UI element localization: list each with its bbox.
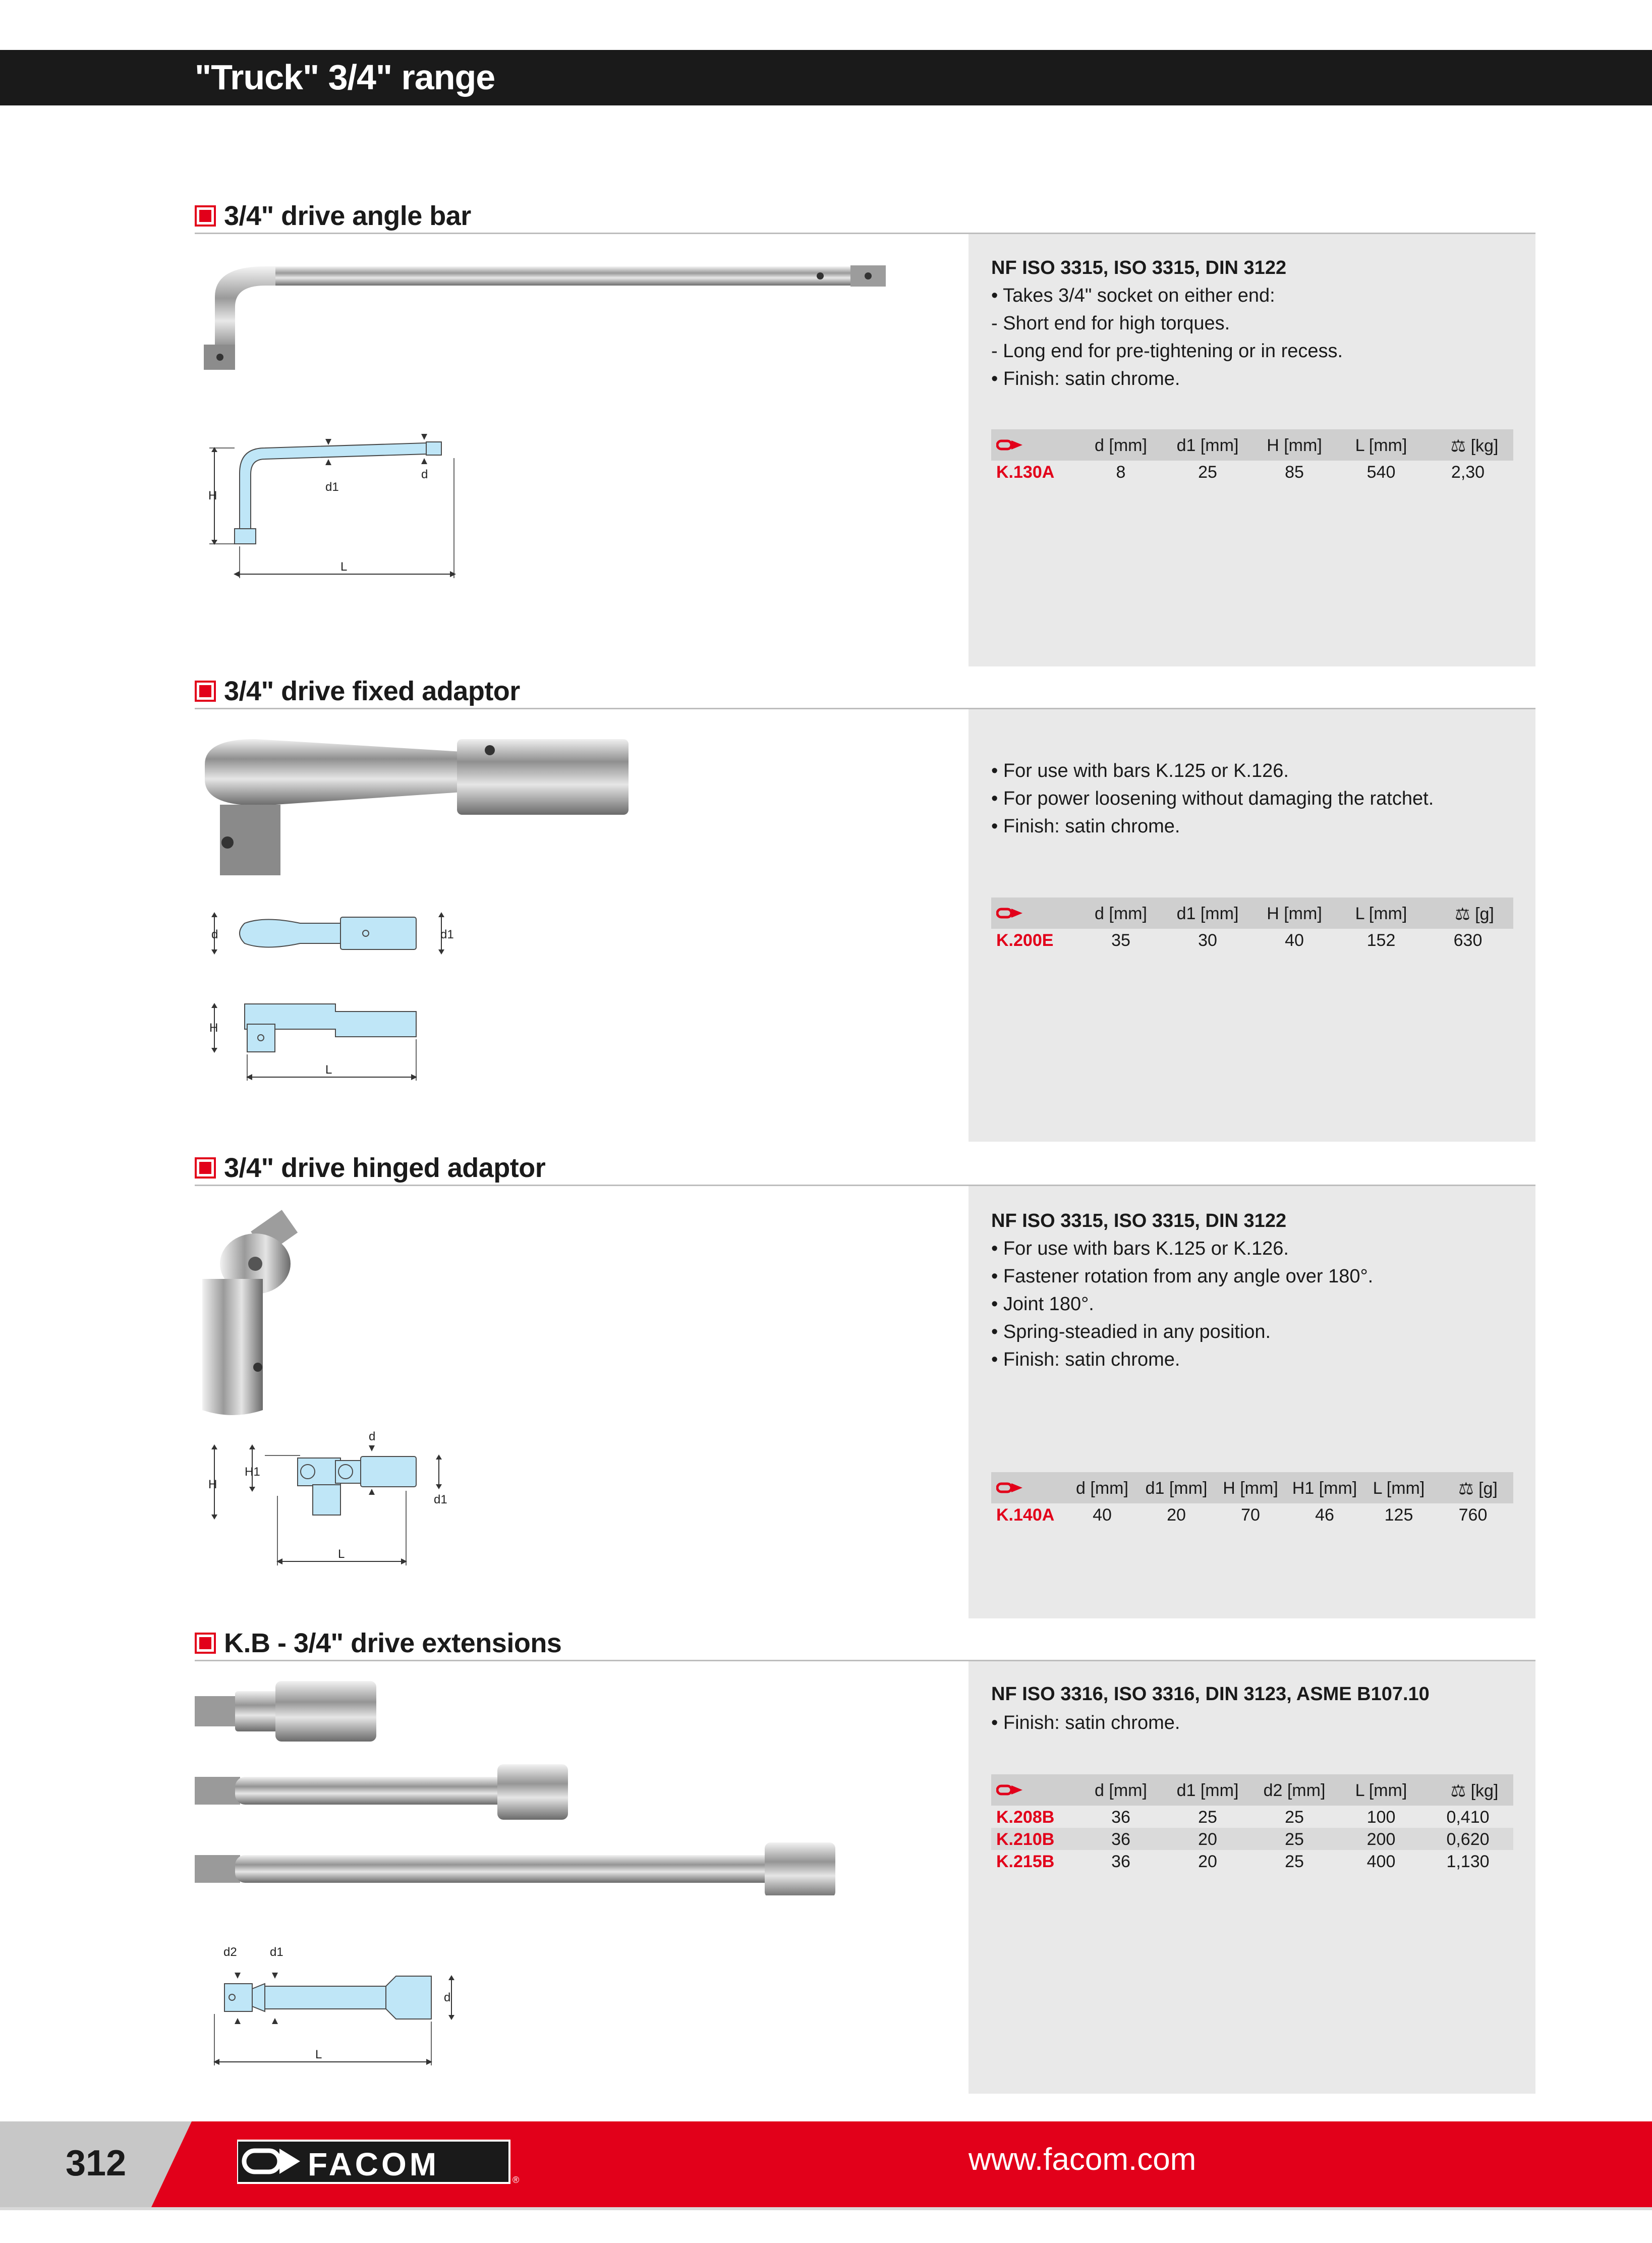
- table-cell: 36: [1111, 1830, 1130, 1849]
- weight-col-header: ⚖ [kg]: [1450, 1781, 1499, 1801]
- section-extensions: [0, 1625, 1652, 2095]
- red-square-icon: [195, 1157, 216, 1179]
- weight-icon: ⚖: [1455, 905, 1475, 924]
- brand-name: FACOM: [308, 2146, 440, 2182]
- table-cell: 20: [1167, 1505, 1186, 1525]
- table-row: [991, 461, 1513, 483]
- section-title: 3/4" drive angle bar: [224, 201, 471, 231]
- dim-label-d1: d1: [440, 928, 454, 941]
- fixed-adaptor-diagram: [199, 903, 462, 1085]
- standard-text: NF ISO 3315, ISO 3315, DIN 3122: [991, 1210, 1287, 1231]
- reference-code: K.140A: [996, 1505, 1055, 1525]
- weight-col-header: ⚖ [kg]: [1450, 436, 1499, 456]
- dim-label-d: d: [211, 928, 218, 941]
- reference-code: K.215B: [996, 1852, 1055, 1871]
- spec-panel: [969, 709, 1535, 1142]
- spec-table: [991, 898, 1513, 951]
- weight-col-header: ⚖ [g]: [1455, 905, 1494, 924]
- section-heading: [195, 1625, 561, 1661]
- spec-table: [991, 1774, 1513, 1872]
- table-cell: 30: [1198, 931, 1217, 950]
- bullet-line: - Short end for high torques.: [991, 313, 1230, 334]
- table-cell: 200: [1366, 1830, 1396, 1849]
- weight-col-header: ⚖ [g]: [1458, 1479, 1498, 1498]
- col-header: d1 [mm]: [1176, 436, 1239, 455]
- reference-icon: [996, 907, 1023, 920]
- standard-text: NF ISO 3315, ISO 3315, DIN 3122: [991, 257, 1287, 278]
- section-title: 3/4" drive fixed adaptor: [224, 676, 520, 706]
- dim-label-d1: d1: [325, 480, 339, 494]
- table-row: [991, 1850, 1513, 1872]
- dim-label-d: d: [369, 1430, 376, 1443]
- table-cell: 25: [1198, 1808, 1217, 1827]
- reference-code: K.208B: [996, 1808, 1055, 1827]
- table-cell: 46: [1315, 1505, 1334, 1525]
- footer-red-band: [151, 2121, 1652, 2207]
- col-header: d1 [mm]: [1145, 1479, 1208, 1498]
- col-header: d [mm]: [1076, 1479, 1128, 1498]
- col-header: L [mm]: [1373, 1479, 1425, 1498]
- table-header: [991, 1774, 1513, 1806]
- spec-panel: [969, 1186, 1535, 1618]
- col-header: d [mm]: [1095, 436, 1147, 455]
- table-header: [991, 898, 1513, 929]
- table-cell: 70: [1241, 1505, 1260, 1525]
- angle-bar-photo: [195, 256, 951, 372]
- col-header: d [mm]: [1095, 1781, 1147, 1800]
- spec-table: [991, 429, 1513, 483]
- reference-icon: [996, 1481, 1023, 1494]
- bullet-line: • Joint 180°.: [991, 1294, 1094, 1315]
- table-cell: 20: [1198, 1830, 1217, 1849]
- bullet-line: • For use with bars K.125 or K.126.: [991, 1238, 1289, 1259]
- dim-label-h: H: [209, 1021, 218, 1035]
- dim-label-l: L: [325, 1063, 332, 1077]
- table-cell: 25: [1285, 1852, 1304, 1871]
- bullet-line: • Finish: satin chrome.: [991, 1712, 1180, 1733]
- angle-bar-diagram: [199, 428, 482, 579]
- col-header: d1 [mm]: [1176, 904, 1239, 923]
- extensions-diagram: [199, 1928, 482, 2080]
- dim-label-l: L: [315, 2048, 322, 2061]
- col-header: d1 [mm]: [1176, 1781, 1239, 1800]
- table-header: [991, 429, 1513, 461]
- bullet-line: • For use with bars K.125 or K.126.: [991, 760, 1289, 781]
- col-header: d [mm]: [1095, 904, 1147, 923]
- table-header: [991, 1472, 1513, 1503]
- reference-icon: [996, 1783, 1023, 1797]
- red-square-icon: [195, 205, 216, 227]
- table-row: [991, 1828, 1513, 1850]
- dim-label-l: L: [338, 1547, 345, 1561]
- spec-panel: [969, 234, 1535, 666]
- table-cell: 20: [1198, 1852, 1217, 1871]
- page-header: [0, 50, 1652, 105]
- dim-label-d2: d2: [223, 1945, 237, 1959]
- table-cell: 40: [1093, 1505, 1112, 1525]
- dim-label-d1: d1: [434, 1493, 447, 1506]
- section-angle-bar: [0, 198, 1652, 667]
- weight-icon: ⚖: [1450, 1781, 1471, 1801]
- section-heading: [195, 1150, 545, 1186]
- page-title: "Truck" 3/4" range: [195, 58, 495, 97]
- reference-code: K.130A: [996, 463, 1055, 482]
- section-fixed-adaptor: [0, 674, 1652, 1143]
- page-number: 312: [66, 2143, 127, 2183]
- bullet-line: • For power loosening without damaging the ratchet.: [991, 788, 1434, 809]
- bullet-line: • Finish: satin chrome.: [991, 816, 1180, 837]
- table-cell: 100: [1366, 1808, 1396, 1827]
- table-cell: 8: [1116, 463, 1126, 482]
- red-square-icon: [195, 681, 216, 702]
- col-header: L [mm]: [1355, 904, 1407, 923]
- section-title: K.B - 3/4" drive extensions: [224, 1628, 562, 1658]
- table-cell: 25: [1198, 463, 1217, 482]
- table-row: [991, 1806, 1513, 1828]
- bullet-line: • Finish: satin chrome.: [991, 1349, 1180, 1370]
- fixed-adaptor-photo: [195, 734, 649, 885]
- table-row: [991, 929, 1513, 951]
- table-cell: 630: [1453, 931, 1483, 950]
- section-heading: [195, 198, 471, 234]
- table-cell: 0,620: [1446, 1830, 1490, 1849]
- table-cell: 40: [1285, 931, 1304, 950]
- table-cell: 0,410: [1446, 1808, 1490, 1827]
- col-header: H [mm]: [1223, 1479, 1278, 1498]
- weight-icon: ⚖: [1450, 436, 1471, 456]
- extensions-photo: [195, 1673, 901, 1895]
- table-cell: 1,130: [1446, 1852, 1490, 1871]
- dim-label-h1: H1: [245, 1465, 260, 1479]
- dim-label-d: d: [444, 1991, 451, 2004]
- bullet-line: • Takes 3/4" socket on either end:: [991, 285, 1275, 306]
- section-hinged-adaptor: [0, 1150, 1652, 1619]
- dim-label-d: d: [421, 468, 428, 481]
- bullet-line: • Finish: satin chrome.: [991, 368, 1180, 389]
- website-link[interactable]: www.facom.com: [969, 2142, 1197, 2177]
- table-cell: 25: [1285, 1808, 1304, 1827]
- col-header: d2 [mm]: [1263, 1781, 1326, 1800]
- reference-icon: [996, 438, 1023, 452]
- table-cell: 36: [1111, 1808, 1130, 1827]
- table-cell: 125: [1384, 1505, 1413, 1525]
- col-header: H1 [mm]: [1292, 1479, 1357, 1498]
- table-cell: 85: [1285, 463, 1304, 482]
- table-cell: 540: [1366, 463, 1396, 482]
- hinged-adaptor-photo: [195, 1198, 346, 1420]
- section-heading: [195, 674, 520, 709]
- hinged-adaptor-diagram: [199, 1425, 482, 1587]
- table-cell: 25: [1285, 1830, 1304, 1849]
- dim-label-d1: d1: [270, 1945, 283, 1959]
- section-title: 3/4" drive hinged adaptor: [224, 1153, 546, 1183]
- svg-text:®: ®: [512, 2175, 520, 2185]
- col-header: H [mm]: [1267, 904, 1322, 923]
- table-cell: 35: [1111, 931, 1130, 950]
- footer-divider: [0, 2207, 1652, 2210]
- standard-text: NF ISO 3316, ISO 3316, DIN 3123, ASME B107.10: [991, 1684, 1430, 1705]
- bullet-line: • Fastener rotation from any angle over 180°.: [991, 1266, 1374, 1287]
- dim-label-l: L: [340, 560, 348, 574]
- table-row: [991, 1503, 1513, 1526]
- table-cell: 36: [1111, 1852, 1130, 1871]
- col-header: L [mm]: [1355, 436, 1407, 455]
- table-cell: 400: [1366, 1852, 1396, 1871]
- facom-logo-icon: [237, 2137, 520, 2187]
- red-square-icon: [195, 1633, 216, 1654]
- reference-code: K.200E: [996, 931, 1054, 950]
- reference-code: K.210B: [996, 1830, 1055, 1849]
- table-cell: 152: [1366, 931, 1396, 950]
- weight-icon: ⚖: [1458, 1479, 1479, 1498]
- col-header: L [mm]: [1355, 1781, 1407, 1800]
- page-footer: [0, 2121, 1652, 2207]
- spec-table: [991, 1472, 1513, 1526]
- bullet-line: • Spring-steadied in any position.: [991, 1321, 1271, 1342]
- table-cell: 760: [1458, 1505, 1488, 1525]
- dim-label-h: H: [208, 1478, 217, 1491]
- bullet-line: - Long end for pre-tightening or in recess.: [991, 341, 1343, 362]
- col-header: H [mm]: [1267, 436, 1322, 455]
- dim-label-h: H: [208, 489, 217, 502]
- table-cell: 2,30: [1451, 463, 1485, 482]
- spec-panel: [969, 1661, 1535, 2094]
